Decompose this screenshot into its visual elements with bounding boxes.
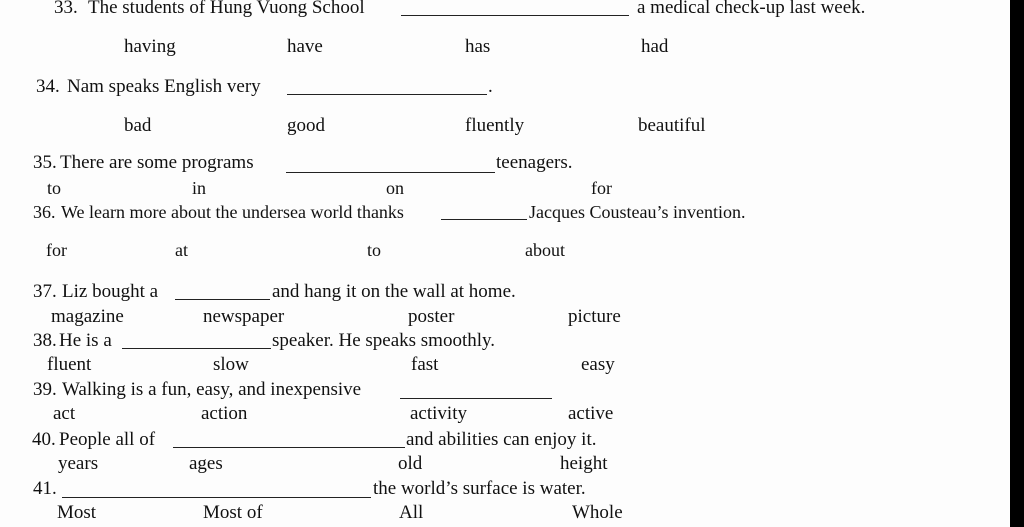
q33-option-2[interactable]: have	[287, 36, 323, 57]
q37-option-3[interactable]: poster	[408, 306, 455, 327]
q33-option-3[interactable]: has	[465, 36, 491, 57]
q40-number: 40.	[32, 429, 56, 450]
q33-stem: The students of Hung Vuong School	[88, 0, 365, 18]
q35-option-3[interactable]: on	[386, 178, 404, 198]
q34-option-3[interactable]: fluently	[465, 115, 525, 136]
q35-option-2[interactable]: in	[192, 178, 207, 198]
q37-option-4[interactable]: picture	[568, 306, 621, 327]
q34-answer-blank[interactable]	[287, 94, 487, 95]
q34-option-4[interactable]: beautiful	[638, 115, 706, 136]
q38-stem-end: speaker. He speaks smoothly.	[272, 330, 496, 351]
q38-stem: He is a	[59, 330, 112, 351]
q39-answer-blank[interactable]	[400, 398, 552, 399]
q40-option-4[interactable]: height	[560, 453, 608, 474]
q40-answer-blank[interactable]	[173, 447, 405, 448]
q34-number: 34.	[36, 76, 60, 97]
q40-option-1[interactable]: years	[58, 453, 99, 474]
q40-stem-end: and abilities can enjoy it.	[406, 429, 597, 450]
q41-option-2[interactable]: Most of	[203, 502, 263, 523]
q36-option-4[interactable]: about	[525, 240, 565, 260]
q40-stem: People all of	[59, 429, 156, 450]
q37-answer-blank[interactable]	[175, 299, 270, 300]
q35-option-1[interactable]: to	[47, 178, 62, 198]
q36-stem-end: Jacques Cousteau’s invention.	[529, 202, 746, 222]
q39-option-1[interactable]: act	[53, 403, 76, 424]
q34-option-2[interactable]: good	[287, 115, 325, 136]
q36-answer-blank[interactable]	[441, 219, 527, 220]
q35-option-4[interactable]: for	[591, 178, 612, 198]
q37-stem-end: and hang it on the wall at home.	[272, 281, 516, 302]
q41-answer-blank[interactable]	[62, 497, 371, 498]
q38-option-2[interactable]: slow	[213, 354, 249, 375]
q38-option-1[interactable]: fluent	[47, 354, 92, 375]
q34-stem: Nam speaks English very	[67, 76, 261, 97]
q40-option-3[interactable]: old	[398, 453, 423, 474]
q35-stem: There are some programs	[60, 152, 254, 173]
q38-answer-blank[interactable]	[122, 348, 271, 349]
q41-number: 41.	[33, 478, 57, 499]
q39-stem: Walking is a fun, easy, and inexpensive	[62, 379, 362, 400]
q40-option-2[interactable]: ages	[189, 453, 223, 474]
q39-option-3[interactable]: activity	[410, 403, 467, 424]
q39-option-4[interactable]: active	[568, 403, 614, 424]
q35-number: 35.	[33, 152, 57, 173]
q38-option-3[interactable]: fast	[411, 354, 439, 375]
q36-stem: We learn more about the undersea world thanks	[61, 202, 404, 222]
q37-option-1[interactable]: magazine	[51, 306, 124, 327]
q37-option-2[interactable]: newspaper	[203, 306, 285, 327]
q33-number: 33.	[54, 0, 78, 18]
q33-stem-end: a medical check-up last week.	[637, 0, 866, 18]
q41-option-1[interactable]: Most	[57, 502, 97, 523]
q39-number: 39.	[33, 379, 57, 400]
q38-number: 38.	[33, 330, 57, 351]
q41-option-4[interactable]: Whole	[572, 502, 623, 523]
q38-option-4[interactable]: easy	[581, 354, 615, 375]
q35-stem-end: teenagers.	[496, 152, 573, 173]
q36-option-1[interactable]: for	[46, 240, 67, 260]
q39-option-2[interactable]: action	[201, 403, 248, 424]
q33-answer-blank[interactable]	[401, 15, 629, 16]
q37-number: 37.	[33, 281, 57, 302]
q33-option-1[interactable]: having	[124, 36, 176, 57]
q37-stem: Liz bought a	[62, 281, 159, 302]
q41-stem-end: the world’s surface is water.	[373, 478, 586, 499]
q33-option-4[interactable]: had	[641, 36, 669, 57]
q36-number: 36.	[33, 202, 56, 222]
q34-stem-end: .	[488, 76, 493, 97]
q41-option-3[interactable]: All	[399, 502, 424, 523]
q36-option-2[interactable]: at	[175, 240, 188, 260]
q34-option-1[interactable]: bad	[124, 115, 152, 136]
q35-answer-blank[interactable]	[286, 172, 495, 173]
q36-option-3[interactable]: to	[367, 240, 382, 260]
